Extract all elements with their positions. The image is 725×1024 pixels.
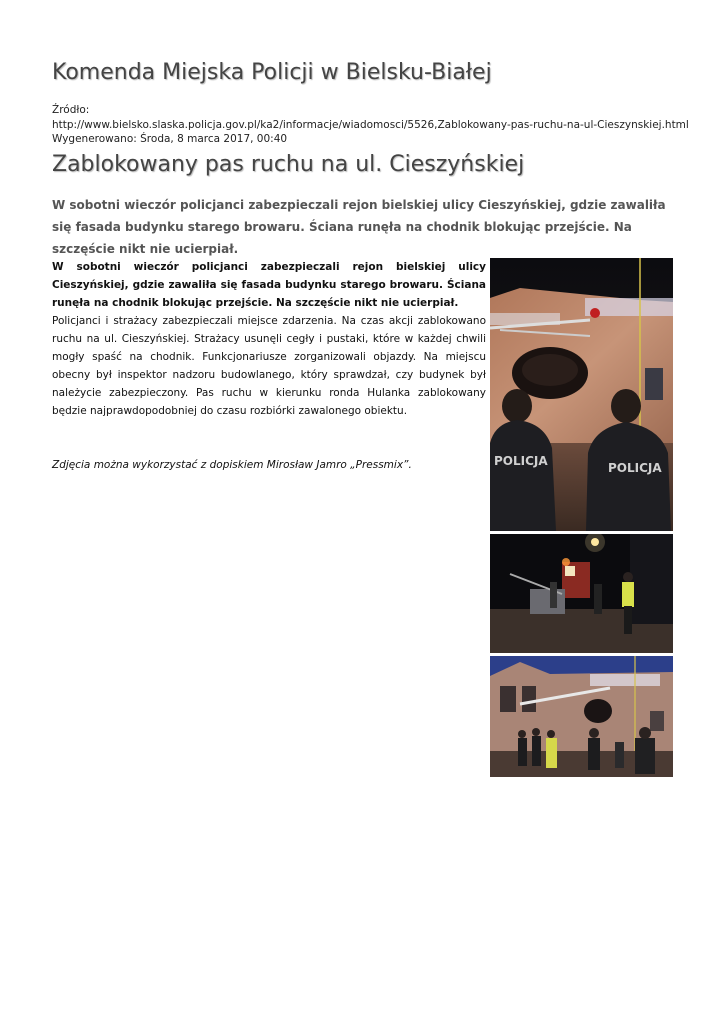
article-body — [52, 258, 486, 420]
source-label: Źródło: — [52, 104, 90, 116]
article-intro-bold: W sobotni wieczór policjanci zabezpieczali rejon bielskiej ulicy Cieszyńskiej, gdzie zawaliła się fasada budynku starego browaru. Ściana runęła na chodnik blokując przejście. Na szczęście nikt nie ucierpiał. — [52, 261, 486, 309]
photo-fire-truck-night[interactable] — [490, 534, 673, 653]
generated-timestamp: Wygenerowano: Środa, 8 marca 2017, 00:40 — [52, 133, 288, 145]
article-lead: W sobotni wieczór policjanci zabezpieczali rejon bielskiej ulicy Cieszyńskiej, gdzie zawaliła się fasada budynku starego browaru. Ściana runęła na chodnik blokując przejście. Na szczęście nikt nie ucierpiał. — [52, 198, 666, 256]
source-url-link[interactable]: http://www.bielsko.slaska.policja.gov.pl/ka2/informacje/wiadomosci/5526,Zablokowany-pas-ruchu-na-ul-Cieszynskiej.html — [52, 118, 689, 131]
vest-label-right: POLICJA — [608, 461, 662, 475]
source-metadata — [52, 103, 692, 147]
article-body-text: Policjanci i strażacy zabezpieczali miejsce zdarzenia. Na czas akcji zablokowano ruchu na ul. Cieszyńskiej. Strażacy usunęli cegły i pustaki, które w każdej chwili mogły spaść na chodnik. Funkcjonariusze zorganizowali objazdy. Na miejscu obecny był inspektor nadzoru budowlanego, który sprawdzał, czy budynek był należycie zabezpieczony. Pas ruchu w kierunku ronda Hulanka zablokowany będzie najprawdopodobniej do czasu rozbiórki zawalonego obiektu. — [52, 315, 486, 417]
photo-police-officers[interactable] — [490, 258, 673, 531]
site-title: Komenda Miejska Policji w Bielsku-Białej — [52, 60, 492, 85]
vest-label-left: POLICJA — [494, 454, 548, 468]
article-title: Zablokowany pas ruchu na ul. Cieszyńskiej — [52, 152, 525, 177]
photo-credit: Zdjęcia można wykorzystać z dopiskiem Mirosław Jamro „Pressmix”. — [52, 459, 412, 471]
photo-damaged-building[interactable] — [490, 656, 673, 777]
